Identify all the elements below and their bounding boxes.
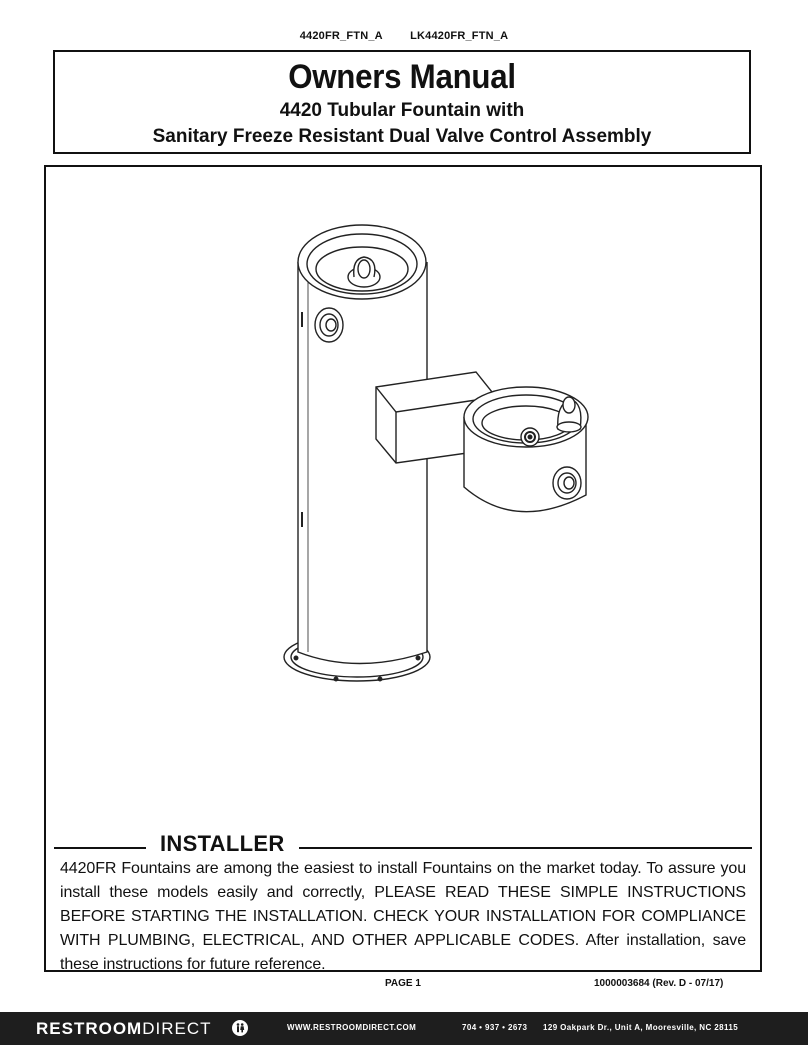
installer-heading: INSTALLER (146, 831, 299, 857)
figure-box (44, 165, 762, 972)
model-code-left: 4420FR_FTN_A (299, 30, 383, 42)
subtitle-line-1: 4420 Tubular Fountain with (279, 100, 525, 121)
title-box (53, 50, 751, 154)
page-number: PAGE 1 (385, 978, 421, 989)
restroom-icon (232, 1020, 248, 1036)
document-codes (0, 30, 808, 42)
upper-push-button (315, 308, 343, 342)
lower-push-button (553, 467, 581, 499)
phone-number: 704 • 937 • 2673 (462, 1023, 528, 1032)
drain-grate (521, 428, 539, 446)
page-title: Owners Manual (288, 58, 516, 96)
website-link[interactable]: WWW.RESTROOMDIRECT.COM (287, 1023, 417, 1032)
document-revision: 1000003684 (Rev. D - 07/17) (594, 978, 724, 989)
page-footer (0, 978, 808, 994)
brand-bold: RESTROOM (36, 1019, 143, 1038)
brand-logo (36, 1019, 212, 1039)
brand-bar (0, 1012, 808, 1045)
subtitle-line-2: Sanitary Freeze Resistant Dual Valve Control Assembly (152, 126, 652, 147)
brand-light: DIRECT (142, 1019, 212, 1038)
model-code-right: LK4420FR_FTN_A (410, 30, 509, 42)
fountain-illustration (46, 167, 760, 827)
address: 129 Oakpark Dr., Unit A, Mooresville, NC 28115 (543, 1023, 739, 1032)
installer-paragraph: 4420FR Fountains are among the easiest to install Fountains on the market today. To assure you install these models easily and correctly, PLEASE READ THESE SIMPLE INSTRUCTIONS BEFORE STARTING THE INSTALLATION. CHECK YOUR INSTALLATION FOR COMPLIANCE WITH PLUMBING, ELECTRICAL, AND OTHER APPLICABLE CODES. After installation, save these instructions for future reference. (60, 860, 746, 973)
